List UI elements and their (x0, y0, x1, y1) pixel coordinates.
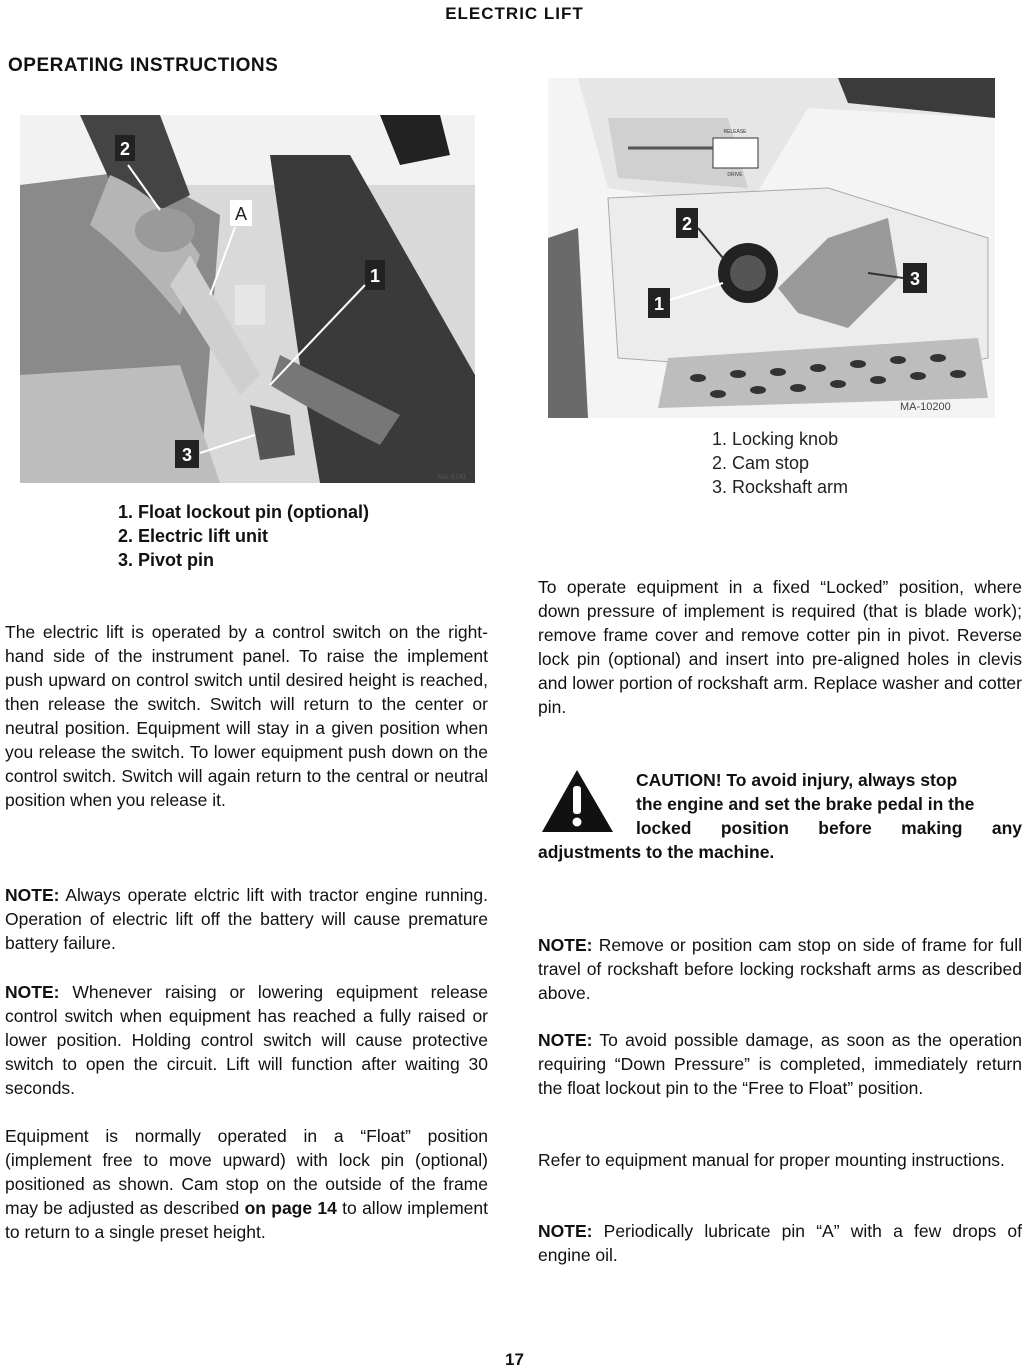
legend-item: 1. Locking knob (712, 429, 839, 449)
caution-line: adjustments to the machine. (538, 842, 775, 862)
caution-line: CAUTION! To avoid injury, always stop (636, 770, 958, 790)
note-label: NOTE: (5, 885, 60, 905)
note-text: Always operate elctric lift with tractor engine running. Operation of electric lift off the battery will cause premature battery failure. (5, 885, 488, 953)
figure-left-photo (20, 115, 475, 483)
page-header: ELECTRIC LIFT (445, 4, 584, 23)
right-paragraph-1: To operate equipment in a fixed “Locked” position, where down pressure of implement is required (that is blade work); remove frame cover and remove cotter pin in pivot. Reverse lock pin (optional) and insert into pre-aligned holes in clevis and lower portion of rockshaft arm. Replace washer and cotter pin. (538, 577, 1022, 717)
legend-item: 2. Electric lift unit (118, 526, 269, 546)
note-label: NOTE: (538, 1221, 593, 1241)
right-note-2 (538, 1028, 1022, 1100)
legend-item: 1. Float lockout pin (optional) (118, 502, 369, 522)
callout-3: 3 (909, 269, 921, 289)
left-note-2 (5, 980, 488, 1100)
figure-left-legend (118, 500, 369, 572)
figure-right-code: MA-10200 (900, 401, 951, 413)
legend-item: 2. Cam stop (712, 453, 810, 473)
note-label: NOTE: (538, 1030, 593, 1050)
right-note-1 (538, 933, 1022, 1005)
note-text: To avoid possible damage, as soon as the operation requiring “Down Pressure” is completed, immediately return the float lockout pin to the “Free to Float” position. (538, 1030, 1022, 1098)
paragraph-text: to allow implement to return to a single preset height. (5, 1198, 488, 1242)
note-label: NOTE: (5, 982, 60, 1002)
decal-drive: DRIVE (727, 172, 743, 178)
figure-left-code: MA-5741 (438, 474, 467, 481)
note-text: Remove or position cam stop on side of frame for full travel of rockshaft before locking rockshaft arms as described above. (538, 935, 1022, 1003)
callout-A: A (234, 204, 248, 224)
left-note-1 (5, 883, 488, 955)
note-text: Periodically lubricate pin “A” with a few drops of engine oil. (538, 1221, 1022, 1265)
right-paragraph-refer: Refer to equipment manual for proper mounting instructions. (538, 1150, 1005, 1170)
page-number: 17 (505, 1350, 524, 1369)
caution-block (538, 768, 1022, 864)
callout-1: 1 (653, 294, 665, 314)
paragraph-text: Equipment is normally operated in a “Float” position (implement free to move upward) with lock pin (optional) positioned as shown. Cam stop on the outside of the frame may be adjusted as described (5, 1126, 488, 1218)
legend-item: 3. Rockshaft arm (712, 477, 849, 497)
note-label: NOTE: (538, 935, 593, 955)
section-title: OPERATING INSTRUCTIONS (8, 55, 279, 76)
page-reference-link[interactable]: on page 14 (244, 1198, 337, 1218)
figure-right-legend (712, 427, 848, 499)
left-paragraph-4 (5, 1124, 488, 1244)
right-note-3 (538, 1219, 1022, 1267)
caution-line: locked position before making any (636, 818, 1022, 838)
callout-1: 1 (369, 266, 381, 286)
figure-right-photo (548, 78, 995, 418)
callout-3: 3 (181, 445, 193, 465)
callout-2: 2 (119, 139, 131, 159)
decal-release: RELEASE (723, 129, 747, 135)
callout-2: 2 (681, 214, 693, 234)
legend-item: 3. Pivot pin (118, 550, 215, 570)
left-paragraph-1: The electric lift is operated by a control switch on the right-hand side of the instrument panel. To raise the implement push upward on control switch until desired height is reached, then release the switch. Switch will return to the center or neutral position. Equipment will stay in a given position when you release the switch. To lower equipment push down on the control switch. Switch will again return to the central or neutral position when you release it. (5, 622, 488, 810)
caution-line: the engine and set the brake pedal in the (636, 794, 975, 814)
note-text: Whenever raising or lowering equipment release control switch when equipment has reached a fully raised or lower position. Holding control switch will cause protective switch to open the circuit. Lift will function after waiting 30 seconds. (5, 982, 488, 1098)
